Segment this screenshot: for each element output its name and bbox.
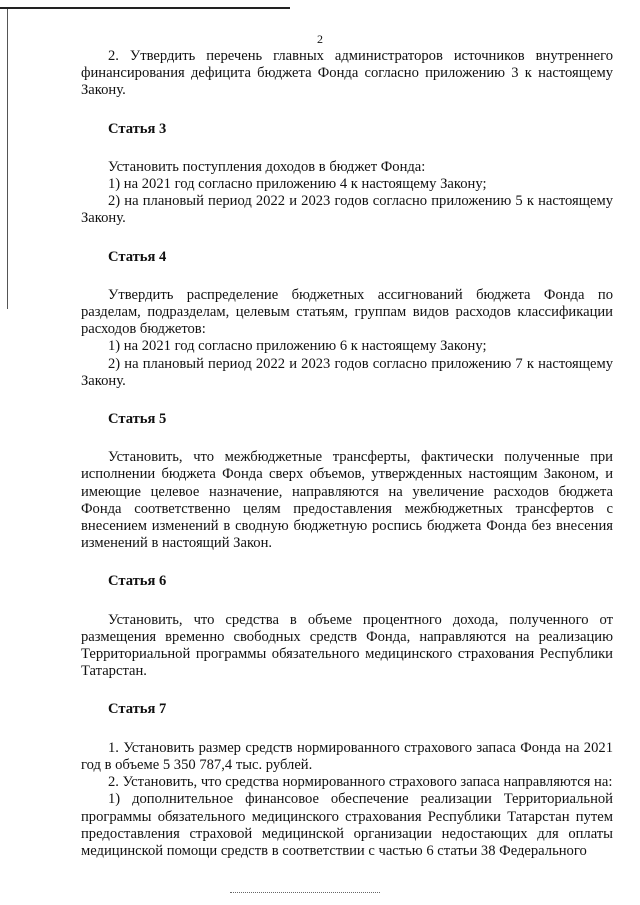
paragraph: 2. Утвердить перечень главных администраторов источников внутреннего финансирования дефицита бюджета Фонда согласно приложению 3 к настоящему Закону. — [81, 48, 613, 99]
list-item: 1) на 2021 год согласно приложению 4 к настоящему Закону; — [108, 176, 487, 193]
list-item: 1) на 2021 год согласно приложению 6 к настоящему Закону; — [108, 338, 487, 355]
article-heading: Статья 4 — [108, 248, 167, 265]
document-body — [81, 48, 613, 860]
article-heading: Статья 6 — [108, 573, 167, 590]
paragraph: Установить, что межбюджетные трансферты, фактически полученные при исполнении бюджета Фонда сверх объемов, утвержденных настоящим Законом, и имеющие целевое назначение, направляются на увеличение расходов бюджета Фонда соответственно целям предоставления межбюджетных трансфертов с внесением изменений в сводную бюджетную роспись бюджета Фонда без внесения изменений в настоящий Закон. — [81, 449, 613, 552]
list-item: 1) дополнительное финансовое обеспечение реализации Территориальной программы обязательного медицинского страхования Республики Татарстан путем предоставления страховой медицинской организации недостающих для оплаты медицинской помощи средств в соответствии с частью 6 статьи 38 Федерального — [81, 791, 613, 859]
list-item: 2) на плановый период 2022 и 2023 годов согласно приложению 7 к настоящему Закону. — [81, 355, 613, 389]
paragraph: Утвердить распределение бюджетных ассигнований бюджета Фонда по разделам, подразделам, целевым статьям, группам видов расходов классификации расходов бюджетов: — [81, 286, 613, 338]
paragraph: Установить, что средства в объеме процентного дохода, полученного от размещения временно свободных средств Фонда, направляются на реализацию Территориальной программы обязательного медицинского страхования Республики Татарстан. — [81, 611, 613, 680]
article-heading: Статья 5 — [108, 411, 167, 428]
paragraph: 2. Установить, что средства нормированного страхового запаса направляются на: — [108, 774, 613, 791]
article-heading: Статья 7 — [108, 701, 167, 718]
page-number: 2 — [317, 32, 323, 46]
paragraph: 1. Установить размер средств нормированного страхового запаса Фонда на 2021 год в объеме 5 350 787,4 тыс. рублей. — [81, 739, 613, 773]
article-heading: Статья 3 — [108, 120, 167, 137]
paragraph: Установить поступления доходов в бюджет Фонда: — [108, 158, 426, 175]
scan-top-border — [0, 7, 290, 9]
scan-left-border — [7, 9, 8, 309]
list-item: 2) на плановый период 2022 и 2023 годов согласно приложению 5 к настоящему Закону. — [81, 193, 613, 227]
scan-artifact — [230, 892, 380, 896]
